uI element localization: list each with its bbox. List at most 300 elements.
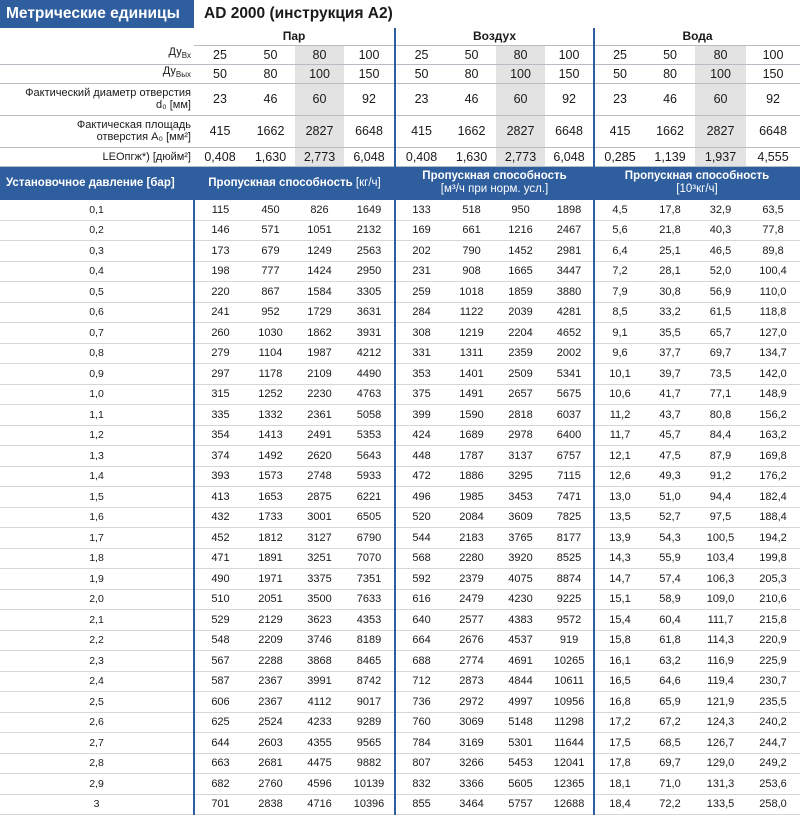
capacity-cell: 240,2: [746, 712, 800, 733]
capacity-cell: 64,6: [645, 671, 695, 692]
group-steam: Пар: [194, 28, 395, 45]
capacity-cell: 1492: [246, 446, 295, 467]
table-row: [0, 774, 800, 795]
pressure-cell: 0,8: [0, 343, 194, 364]
table-row: [0, 241, 800, 262]
capacity-cell: 260: [194, 323, 246, 344]
spec-label-text: Ду: [162, 65, 176, 78]
pressure-cell: 0,4: [0, 261, 194, 282]
capacity-cell: 194,2: [746, 528, 800, 549]
water-capacity-header: [594, 166, 800, 200]
table-row: [0, 302, 800, 323]
spec-cell: 60: [496, 83, 545, 115]
capacity-cell: 4233: [295, 712, 344, 733]
capacity-cell: 1862: [295, 323, 344, 344]
capacity-cell: 3305: [344, 282, 395, 303]
capacity-cell: 3931: [344, 323, 395, 344]
capacity-cell: 4537: [496, 630, 545, 651]
capacity-cell: 2950: [344, 261, 395, 282]
capacity-cell: 61,8: [645, 630, 695, 651]
capacity-cell: 41,7: [645, 384, 695, 405]
spec-cell: 46: [246, 83, 295, 115]
capacity-cell: 7471: [545, 487, 594, 508]
capacity-cell: 1649: [344, 200, 395, 220]
spec-cell: 100: [746, 45, 800, 64]
capacity-cell: 11644: [545, 733, 594, 754]
capacity-cell: 77,8: [746, 220, 800, 241]
capacity-cell: 374: [194, 446, 246, 467]
capacity-cell: 4383: [496, 610, 545, 631]
capacity-cell: 121,9: [695, 692, 746, 713]
table-row: [0, 343, 800, 364]
capacity-cell: 12688: [545, 794, 594, 815]
capacity-cell: 13,5: [594, 507, 645, 528]
spec-cell: 1662: [246, 115, 295, 147]
table-row: [0, 712, 800, 733]
capacity-cell: 5757: [496, 794, 545, 815]
capacity-cell: 375: [395, 384, 447, 405]
capacity-cell: 13,9: [594, 528, 645, 549]
capacity-cell: 52,7: [645, 507, 695, 528]
capacity-cell: 625: [194, 712, 246, 733]
capacity-cell: 510: [194, 589, 246, 610]
spec-label-text: LEOпгж*) [дюйм²]: [102, 150, 191, 163]
capacity-cell: 3880: [545, 282, 594, 303]
spec-cell: 50: [395, 64, 447, 83]
spec-section: [0, 28, 800, 166]
capacity-cell: 118,8: [746, 302, 800, 323]
capacity-cell: 4212: [344, 343, 395, 364]
capacity-cell: 736: [395, 692, 447, 713]
capacity-cell: 3251: [295, 548, 344, 569]
capacity-cell: 215,8: [746, 610, 800, 631]
capacity-cell: 80,8: [695, 405, 746, 426]
capacity-cell: 2002: [545, 343, 594, 364]
capacity-cell: 109,0: [695, 589, 746, 610]
spec-cell: 150: [746, 64, 800, 83]
capacity-cell: 4716: [295, 794, 344, 815]
capacity-cell: 308: [395, 323, 447, 344]
capacity-cell: 4596: [295, 774, 344, 795]
capacity-cell: 3366: [447, 774, 496, 795]
table-row: [0, 466, 800, 487]
spec-cell: 2827: [295, 115, 344, 147]
spec-row-label: [0, 64, 194, 83]
capacity-cell: 40,3: [695, 220, 746, 241]
capacity-cell: 4763: [344, 384, 395, 405]
spec-cell: 80: [496, 45, 545, 64]
capacity-cell: 12,6: [594, 466, 645, 487]
capacity-cell: 63,2: [645, 651, 695, 672]
spec-cell: 23: [594, 83, 645, 115]
capacity-cell: 9,1: [594, 323, 645, 344]
capacity-cell: 94,4: [695, 487, 746, 508]
capacity-cell: 1584: [295, 282, 344, 303]
table-row: [0, 548, 800, 569]
pressure-cell: 2,8: [0, 753, 194, 774]
table-row: [0, 425, 800, 446]
spec-cell: 92: [545, 83, 594, 115]
capacity-cell: 5148: [496, 712, 545, 733]
capacity-cell: 5058: [344, 405, 395, 426]
air-capacity-label: Пропускная способность: [422, 170, 567, 183]
capacity-cell: 5453: [496, 753, 545, 774]
capacity-cell: 9,6: [594, 343, 645, 364]
table-row: [0, 200, 800, 220]
capacity-cell: 518: [447, 200, 496, 220]
capacity-cell: 225,9: [746, 651, 800, 672]
capacity-cell: 45,7: [645, 425, 695, 446]
air-capacity-unit: [м³/ч при норм. усл.]: [440, 183, 549, 196]
spec-cell: 25: [594, 45, 645, 64]
spec-label-text: Ду: [168, 46, 182, 59]
capacity-cell: 230,7: [746, 671, 800, 692]
spec-cell: 6,048: [344, 147, 395, 166]
capacity-cell: 244,7: [746, 733, 800, 754]
capacity-cell: 5643: [344, 446, 395, 467]
capacity-cell: 46,5: [695, 241, 746, 262]
capacity-cell: 2209: [246, 630, 295, 651]
capacity-cell: 952: [246, 302, 295, 323]
capacity-cell: 867: [246, 282, 295, 303]
capacity-cell: 119,4: [695, 671, 746, 692]
capacity-cell: 67,2: [645, 712, 695, 733]
capacity-cell: 249,2: [746, 753, 800, 774]
capacity-cell: 8177: [545, 528, 594, 549]
capacity-cell: 210,6: [746, 589, 800, 610]
capacity-cell: 16,8: [594, 692, 645, 713]
capacity-cell: 2367: [246, 692, 295, 713]
capacity-cell: 32,9: [695, 200, 746, 220]
spec-cell: 1,630: [246, 147, 295, 166]
capacity-cell: 9572: [545, 610, 594, 631]
capacity-cell: 13,0: [594, 487, 645, 508]
capacity-cell: 30,8: [645, 282, 695, 303]
capacity-cell: 2818: [496, 405, 545, 426]
capacity-cell: 529: [194, 610, 246, 631]
capacity-cell: 6037: [545, 405, 594, 426]
spec-cell: 1,139: [645, 147, 695, 166]
capacity-cell: 65,7: [695, 323, 746, 344]
capacity-cell: 258,0: [746, 794, 800, 815]
table-row: [0, 528, 800, 549]
spec-cell: 92: [746, 83, 800, 115]
capacity-cell: 1573: [246, 466, 295, 487]
spec-cell: 2,773: [295, 147, 344, 166]
capacity-cell: 2774: [447, 651, 496, 672]
table-row: [0, 651, 800, 672]
capacity-cell: 1413: [246, 425, 295, 446]
capacity-cell: 35,5: [645, 323, 695, 344]
spec-cell: 0,285: [594, 147, 645, 166]
spec-cell: 1662: [447, 115, 496, 147]
capacity-cell: 399: [395, 405, 447, 426]
capacity-cell: 2563: [344, 241, 395, 262]
spec-cell: 46: [447, 83, 496, 115]
capacity-cell: 777: [246, 261, 295, 282]
capacity-cell: 2361: [295, 405, 344, 426]
pressure-cell: 2,2: [0, 630, 194, 651]
capacity-cell: 5,6: [594, 220, 645, 241]
capacity-cell: 5353: [344, 425, 395, 446]
spec-cell: 6,048: [545, 147, 594, 166]
capacity-cell: 10,6: [594, 384, 645, 405]
capacity-cell: 2681: [246, 753, 295, 774]
capacity-cell: 1424: [295, 261, 344, 282]
capacity-cell: 33,2: [645, 302, 695, 323]
capacity-cell: 1859: [496, 282, 545, 303]
capacity-cell: 9017: [344, 692, 395, 713]
capacity-cell: 16,5: [594, 671, 645, 692]
capacity-cell: 701: [194, 794, 246, 815]
table-row: [0, 630, 800, 651]
table-row: [0, 753, 800, 774]
capacity-cell: 661: [447, 220, 496, 241]
capacity-cell: 2084: [447, 507, 496, 528]
pressure-cell: 1,8: [0, 548, 194, 569]
capacity-cell: 712: [395, 671, 447, 692]
capacity-cell: 148,9: [746, 384, 800, 405]
spec-label-line2: d₀ [мм]: [156, 99, 191, 111]
spec-label-text: Фактический диаметр отверстия: [25, 87, 191, 99]
capacity-cell: 15,1: [594, 589, 645, 610]
capacity-cell: 3169: [447, 733, 496, 754]
capacity-cell: 592: [395, 569, 447, 590]
capacity-cell: 100,4: [746, 261, 800, 282]
capacity-cell: 6790: [344, 528, 395, 549]
spec-cell: 25: [194, 45, 246, 64]
capacity-cell: 520: [395, 507, 447, 528]
capacity-cell: 156,2: [746, 405, 800, 426]
pressure-cell: 1,9: [0, 569, 194, 590]
capacity-cell: 1252: [246, 384, 295, 405]
capacity-cell: 89,8: [746, 241, 800, 262]
table-row: [0, 282, 800, 303]
capacity-cell: 220: [194, 282, 246, 303]
capacity-cell: 424: [395, 425, 447, 446]
capacity-cell: 640: [395, 610, 447, 631]
capacity-cell: 106,3: [695, 569, 746, 590]
capacity-cell: 8874: [545, 569, 594, 590]
spec-row: [0, 64, 800, 83]
capacity-cell: 3868: [295, 651, 344, 672]
capacity-cell: 1491: [447, 384, 496, 405]
capacity-cell: 17,8: [594, 753, 645, 774]
capacity-cell: 331: [395, 343, 447, 364]
table-row: [0, 671, 800, 692]
capacity-cell: 450: [246, 200, 295, 220]
capacity-cell: 4281: [545, 302, 594, 323]
spec-cell: 4,555: [746, 147, 800, 166]
pressure-cell: 0,3: [0, 241, 194, 262]
capacity-cell: 7825: [545, 507, 594, 528]
capacity-cell: 115: [194, 200, 246, 220]
capacity-cell: 7,9: [594, 282, 645, 303]
capacity-cell: 432: [194, 507, 246, 528]
spec-cell: 80: [246, 64, 295, 83]
capacity-cell: 2288: [246, 651, 295, 672]
spec-cell: 6648: [746, 115, 800, 147]
pressure-cell: 1,5: [0, 487, 194, 508]
capacity-cell: 2873: [447, 671, 496, 692]
spec-cell: 150: [545, 64, 594, 83]
capacity-cell: 72,2: [645, 794, 695, 815]
capacity-cell: 6505: [344, 507, 395, 528]
spec-cell: 150: [344, 64, 395, 83]
spec-cell: 80: [695, 45, 746, 64]
capacity-cell: 335: [194, 405, 246, 426]
capacity-cell: 3295: [496, 466, 545, 487]
capacity-cell: 3001: [295, 507, 344, 528]
capacity-cell: 126,7: [695, 733, 746, 754]
capacity-cell: 2577: [447, 610, 496, 631]
capacity-cell: 1985: [447, 487, 496, 508]
capacity-cell: 116,9: [695, 651, 746, 672]
capacity-cell: 2051: [246, 589, 295, 610]
capacity-cell: 129,0: [695, 753, 746, 774]
pressure-cell: 1,1: [0, 405, 194, 426]
capacity-cell: 231: [395, 261, 447, 282]
capacity-cell: 9225: [545, 589, 594, 610]
capacity-cell: 97,5: [695, 507, 746, 528]
spec-row-label: [0, 45, 194, 64]
capacity-cell: 133,5: [695, 794, 746, 815]
table-row: [0, 487, 800, 508]
capacity-cell: 3127: [295, 528, 344, 549]
table-row: [0, 384, 800, 405]
capacity-cell: 790: [447, 241, 496, 262]
capacity-cell: 131,3: [695, 774, 746, 795]
spec-cell: 6648: [545, 115, 594, 147]
table-row: [0, 220, 800, 241]
capacity-cell: 2039: [496, 302, 545, 323]
capacity-cell: 15,4: [594, 610, 645, 631]
capacity-cell: 644: [194, 733, 246, 754]
capacity-cell: 17,5: [594, 733, 645, 754]
capacity-cell: 253,6: [746, 774, 800, 795]
spec-cell: 80: [295, 45, 344, 64]
capacity-cell: 51,0: [645, 487, 695, 508]
capacity-cell: 2479: [447, 589, 496, 610]
spec-cell: 50: [645, 45, 695, 64]
capacity-cell: 1452: [496, 241, 545, 262]
capacity-cell: 6757: [545, 446, 594, 467]
capacity-cell: 56,9: [695, 282, 746, 303]
capacity-cell: 57,4: [645, 569, 695, 590]
capacity-cell: 784: [395, 733, 447, 754]
capacity-cell: 9289: [344, 712, 395, 733]
spec-cell: 100: [295, 64, 344, 83]
capacity-cell: 8,5: [594, 302, 645, 323]
spec-cell: 1662: [645, 115, 695, 147]
capacity-cell: 11,7: [594, 425, 645, 446]
capacity-cell: 1665: [496, 261, 545, 282]
capacity-cell: 354: [194, 425, 246, 446]
capacity-cell: 855: [395, 794, 447, 815]
capacity-cell: 1689: [447, 425, 496, 446]
capacity-cell: 8465: [344, 651, 395, 672]
capacity-cell: 3500: [295, 589, 344, 610]
capacity-cell: 1018: [447, 282, 496, 303]
capacity-cell: 7351: [344, 569, 395, 590]
spec-cell: 2827: [695, 115, 746, 147]
spec-label-text: Фактическая площадь: [76, 119, 191, 131]
capacity-cell: 8525: [545, 548, 594, 569]
capacity-cell: 2978: [496, 425, 545, 446]
spec-cell: 0,408: [395, 147, 447, 166]
spec-cell: 23: [194, 83, 246, 115]
pressure-cell: 2,7: [0, 733, 194, 754]
pressure-cell: 0,2: [0, 220, 194, 241]
water-capacity-label: Пропускная способность: [624, 170, 770, 183]
capacity-cell: 4075: [496, 569, 545, 590]
capacity-cell: 664: [395, 630, 447, 651]
capacity-cell: 103,4: [695, 548, 746, 569]
capacity-cell: 1219: [447, 323, 496, 344]
capacity-cell: 452: [194, 528, 246, 549]
capacity-cell: 8189: [344, 630, 395, 651]
capacity-cell: 3991: [295, 671, 344, 692]
capacity-cell: 110,0: [746, 282, 800, 303]
spec-cell: 92: [344, 83, 395, 115]
capacity-cell: 7,2: [594, 261, 645, 282]
capacity-cell: 58,9: [645, 589, 695, 610]
capacity-cell: 7115: [545, 466, 594, 487]
water-capacity-unit: [10³кг/ч]: [676, 183, 718, 196]
capacity-cell: 43,7: [645, 405, 695, 426]
capacity-cell: 28,1: [645, 261, 695, 282]
capacity-cell: 1249: [295, 241, 344, 262]
spec-cell: 80: [447, 64, 496, 83]
capacity-cell: 12,1: [594, 446, 645, 467]
table-row: [0, 589, 800, 610]
capacity-cell: 315: [194, 384, 246, 405]
capacity-cell: 2467: [545, 220, 594, 241]
capacity-cell: 87,9: [695, 446, 746, 467]
pressure-cell: 0,7: [0, 323, 194, 344]
capacity-cell: 3623: [295, 610, 344, 631]
capacity-cell: 3447: [545, 261, 594, 282]
capacity-cell: 448: [395, 446, 447, 467]
capacity-cell: 146: [194, 220, 246, 241]
capacity-cell: 297: [194, 364, 246, 385]
capacity-cell: 11298: [545, 712, 594, 733]
capacity-cell: 284: [395, 302, 447, 323]
capacity-cell: 9565: [344, 733, 395, 754]
pressure-cell: 0,1: [0, 200, 194, 220]
group-air: Воздух: [395, 28, 594, 45]
capacity-cell: 61,5: [695, 302, 746, 323]
capacity-cell: 127,0: [746, 323, 800, 344]
capacity-cell: 18,4: [594, 794, 645, 815]
capacity-cell: 544: [395, 528, 447, 549]
capacity-cell: 14,7: [594, 569, 645, 590]
spec-cell: 60: [295, 83, 344, 115]
capacity-cell: 16,1: [594, 651, 645, 672]
pressure-cell: 2,3: [0, 651, 194, 672]
table-row: [0, 261, 800, 282]
capacity-cell: 2748: [295, 466, 344, 487]
capacity-cell: 12365: [545, 774, 594, 795]
table-row: [0, 364, 800, 385]
spec-cell: 2827: [496, 115, 545, 147]
capacity-cell: 4,5: [594, 200, 645, 220]
capacity-cell: 7070: [344, 548, 395, 569]
pressure-cell: 2,4: [0, 671, 194, 692]
capacity-cell: 52,0: [695, 261, 746, 282]
capacity-cell: 3464: [447, 794, 496, 815]
capacity-cell: 49,3: [645, 466, 695, 487]
